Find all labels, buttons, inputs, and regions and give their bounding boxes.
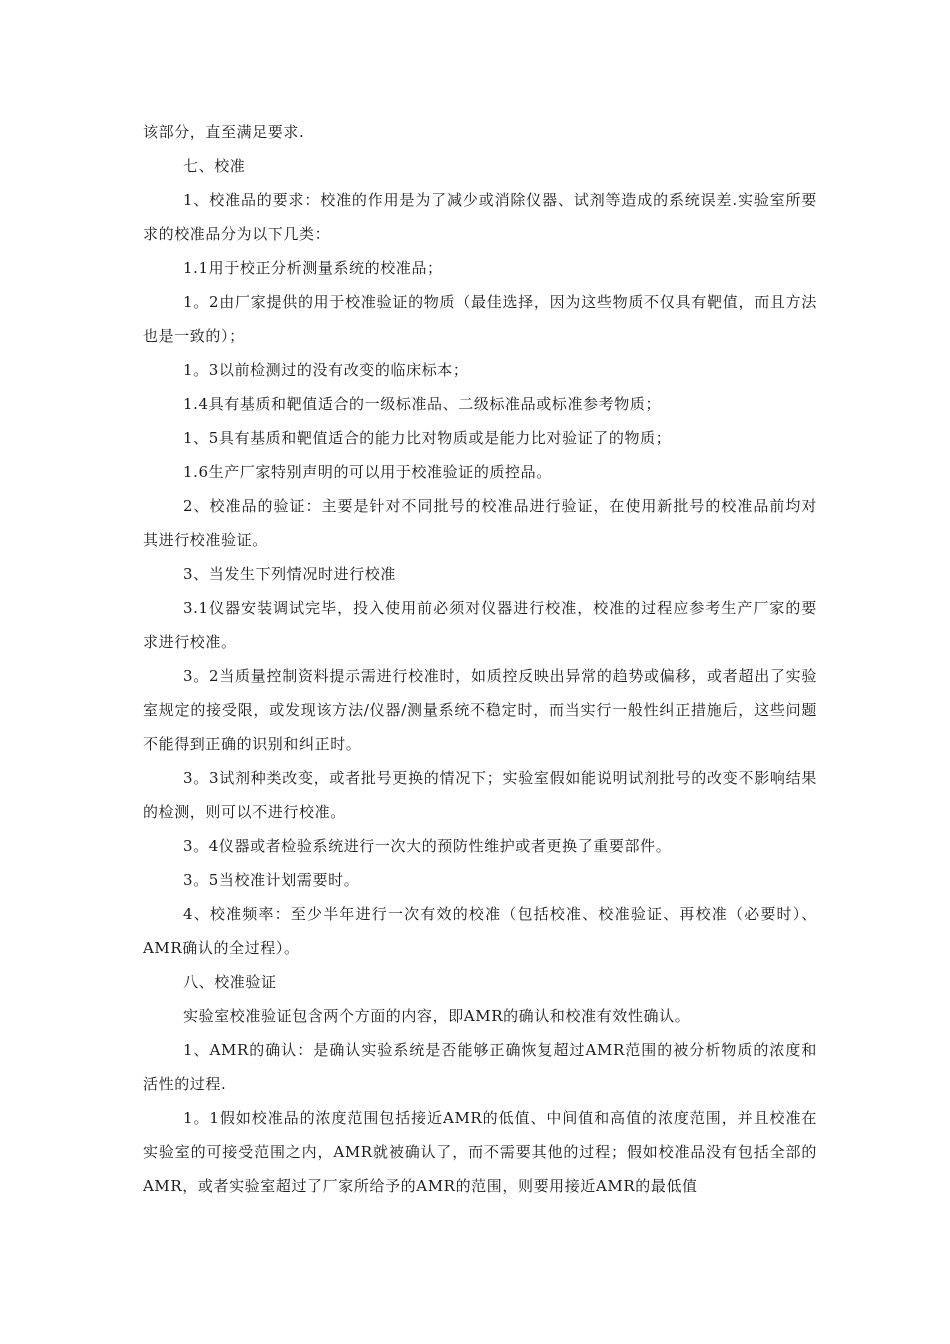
paragraph: 1、校准品的要求：校准的作用是为了减少或消除仪器、试剂等造成的系统误差.实验室所要求的校准品分为以下几类： bbox=[143, 191, 817, 243]
paragraph: 3。3试剂种类改变，或者批号更换的情况下；实验室假如能说明试剂批号的改变不影响结果的检测，则可以不进行校准。 bbox=[143, 769, 817, 821]
paragraph: 1.4具有基质和靶值适合的一级标准品、二级标准品或标准参考物质； bbox=[183, 395, 662, 413]
paragraph: 1。3以前检测过的没有改变的临床标本； bbox=[183, 361, 469, 379]
paragraph: 1.6生产厂家特别声明的可以用于校准验证的质控品。 bbox=[183, 463, 552, 481]
paragraph: 1、AMR的确认：是确认实验系统是否能够正确恢复超过AMR范围的被分析物质的浓度和活性的过程. bbox=[143, 1041, 817, 1093]
paragraph: 3。5当校准计划需要时。 bbox=[183, 871, 360, 889]
paragraph: 3、当发生下列情况时进行校准 bbox=[183, 565, 396, 583]
paragraph: 3。4仪器或者检验系统进行一次大的预防性维护或者更换了重要部件。 bbox=[183, 837, 672, 855]
paragraph: 3。2当质量控制资料提示需进行校准时，如质控反映出异常的趋势或偏移，或者超出了实验室规定的接受限，或发现该方法/仪器/测量系统不稳定时，而当实行一般性纠正措施后，这些问题不能得到正确的识别和纠正时。 bbox=[143, 667, 817, 753]
paragraph: 1。1假如校准品的浓度范围包括接近AMR的低值、中间值和高值的浓度范围，并且校准在实验室的可接受范围之内，AMR就被确认了，而不需要其他的过程；假如校准品没有包括全部的AMR，或者实验室超过了厂家所给予的AMR的范围，则要用接近AMR的最低值 bbox=[143, 1109, 817, 1195]
paragraph: 实验室校准验证包含两个方面的内容，即AMR的确认和校准有效性确认。 bbox=[183, 1007, 691, 1025]
paragraph: 1.1用于校正分析测量系统的校准品； bbox=[183, 259, 443, 277]
paragraph: 1、5具有基质和靶值适合的能力比对物质或是能力比对验证了的物质； bbox=[183, 429, 672, 447]
paragraph: 八、校准验证 bbox=[183, 973, 277, 991]
paragraph: 2、校准品的验证：主要是针对不同批号的校准品进行验证，在使用新批号的校准品前均对其进行校准验证。 bbox=[143, 497, 817, 549]
paragraph: 1。2由厂家提供的用于校准验证的物质（最佳选择，因为这些物质不仅具有靶值，而且方法也是一致的）； bbox=[143, 293, 817, 345]
paragraph: 七、校准 bbox=[183, 157, 246, 175]
paragraph: 4、校准频率：至少半年进行一次有效的校准（包括校准、校准验证、再校准（必要时）、AMR确认的全过程）。 bbox=[143, 905, 817, 957]
paragraph: 3.1仪器安装调试完毕，投入使用前必须对仪器进行校准，校准的过程应参考生产厂家的要求进行校准。 bbox=[143, 599, 817, 651]
document-body bbox=[143, 115, 817, 1203]
paragraph: 该部分，直至满足要求. bbox=[143, 123, 305, 141]
